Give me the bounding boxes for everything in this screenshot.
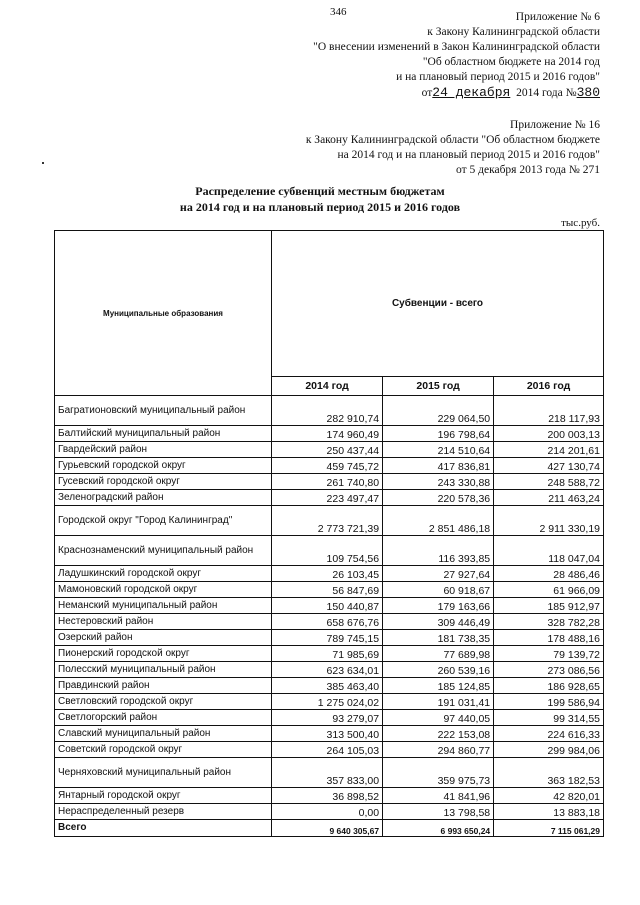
value-2014: 658 676,76 <box>272 614 383 630</box>
municipality-name: Пионерский городской округ <box>55 646 272 662</box>
value-2016: 28 486,46 <box>494 566 604 582</box>
appendix-16-line: к Закону Калининградской области "Об областном бюджете <box>305 134 600 146</box>
value-2014: 109 754,56 <box>272 536 383 566</box>
appendix-16-line: от 5 декабря 2013 года № 271 <box>455 164 600 176</box>
document-title-line: Распределение субвенций местным бюджетам <box>195 184 445 198</box>
appendix-6-header <box>313 10 600 101</box>
value-2015: 214 510,64 <box>383 442 494 458</box>
table-row <box>55 788 604 804</box>
value-2016: 118 047,04 <box>494 536 604 566</box>
appendix-16-title: Приложение № 16 <box>510 119 600 131</box>
municipality-name: Гусевский городской округ <box>55 474 272 490</box>
table-row <box>55 426 604 442</box>
appendix-6-date-line <box>313 85 600 101</box>
year-header-2015: 2015 год <box>383 377 494 396</box>
appendix-6-line: "Об областном бюджете на 2014 год <box>422 56 600 68</box>
scan-speck <box>42 162 44 164</box>
value-2014: 357 833,00 <box>272 758 383 788</box>
value-2016: 218 117,93 <box>494 396 604 426</box>
value-2015: 417 836,81 <box>383 458 494 474</box>
value-2016: 224 616,33 <box>494 726 604 742</box>
table-row <box>55 694 604 710</box>
value-2016: 42 820,01 <box>494 788 604 804</box>
value-2016: 273 086,56 <box>494 662 604 678</box>
value-2016: 200 003,13 <box>494 426 604 442</box>
year-header-2016: 2016 год <box>494 377 604 396</box>
municipality-name: Гурьевский городской округ <box>55 458 272 474</box>
appendix-16-line: на 2014 год и на плановый период 2015 и 2016 годов" <box>337 149 600 161</box>
value-2015: 60 918,67 <box>383 582 494 598</box>
value-2016: 299 984,06 <box>494 742 604 758</box>
table-row <box>55 726 604 742</box>
municipality-name: Светлогорский район <box>55 710 272 726</box>
value-2014: 313 500,40 <box>272 726 383 742</box>
municipality-name: Полесский муниципальный район <box>55 662 272 678</box>
value-2016: 199 586,94 <box>494 694 604 710</box>
municipality-name: Мамоновский городской округ <box>55 582 272 598</box>
municipality-name: Балтийский муниципальный район <box>55 426 272 442</box>
value-2016: 248 588,72 <box>494 474 604 490</box>
table-row <box>55 710 604 726</box>
value-2015: 185 124,85 <box>383 678 494 694</box>
page-number: 346 <box>330 6 347 18</box>
value-2015: 2 851 486,18 <box>383 506 494 536</box>
municipality-name: Неманский муниципальный район <box>55 598 272 614</box>
municipality-name: Нестеровский район <box>55 614 272 630</box>
table-row <box>55 678 604 694</box>
value-2014: 2 773 721,39 <box>272 506 383 536</box>
table-row <box>55 506 604 536</box>
handwritten-number: 380 <box>576 85 600 100</box>
table-row <box>55 458 604 474</box>
document-title <box>0 183 640 215</box>
municipality-name: Городской округ "Город Калининград" <box>55 506 272 536</box>
table-row <box>55 646 604 662</box>
value-2014: 26 103,45 <box>272 566 383 582</box>
value-2014: 264 105,03 <box>272 742 383 758</box>
handwritten-date: 24 декабря <box>432 85 511 100</box>
total-2015: 6 993 650,24 <box>383 820 494 837</box>
municipality-name: Светловский городской округ <box>55 694 272 710</box>
table-row <box>55 662 604 678</box>
value-2014: 282 910,74 <box>272 396 383 426</box>
value-2016: 178 488,16 <box>494 630 604 646</box>
table-row <box>55 614 604 630</box>
municipality-name: Гвардейский район <box>55 442 272 458</box>
value-2016: 186 928,65 <box>494 678 604 694</box>
value-2016: 211 463,24 <box>494 490 604 506</box>
municipality-name: Славский муниципальный район <box>55 726 272 742</box>
value-2014: 261 740,80 <box>272 474 383 490</box>
table-row <box>55 442 604 458</box>
value-2015: 116 393,85 <box>383 536 494 566</box>
value-2015: 13 798,58 <box>383 804 494 820</box>
value-2015: 229 064,50 <box>383 396 494 426</box>
value-2015: 309 446,49 <box>383 614 494 630</box>
value-2016: 363 182,53 <box>494 758 604 788</box>
municipality-name: Краснознаменский муниципальный район <box>55 536 272 566</box>
value-2015: 41 841,96 <box>383 788 494 804</box>
municipality-name: Озерский район <box>55 630 272 646</box>
value-2014: 174 960,49 <box>272 426 383 442</box>
table-row <box>55 474 604 490</box>
value-2014: 71 985,69 <box>272 646 383 662</box>
municipality-name: Советский городской округ <box>55 742 272 758</box>
value-2014: 1 275 024,02 <box>272 694 383 710</box>
value-2015: 359 975,73 <box>383 758 494 788</box>
subventions-table <box>54 230 604 837</box>
table-row <box>55 630 604 646</box>
appendix-16-header <box>306 118 600 178</box>
value-2015: 191 031,41 <box>383 694 494 710</box>
value-2016: 79 139,72 <box>494 646 604 662</box>
date-year-text: 2014 года № <box>516 87 577 99</box>
column-header-subventions: Субвенции - всего <box>272 231 604 377</box>
value-2014: 385 463,40 <box>272 678 383 694</box>
table-row <box>55 758 604 788</box>
value-2016: 61 966,09 <box>494 582 604 598</box>
appendix-6-line: "О внесении изменений в Закон Калининградской области <box>313 41 600 53</box>
total-2016: 7 115 061,29 <box>494 820 604 837</box>
value-2015: 243 330,88 <box>383 474 494 490</box>
value-2014: 789 745,15 <box>272 630 383 646</box>
value-2015: 222 153,08 <box>383 726 494 742</box>
value-2016: 427 130,74 <box>494 458 604 474</box>
value-2014: 36 898,52 <box>272 788 383 804</box>
value-2014: 93 279,07 <box>272 710 383 726</box>
municipality-name: Янтарный городской округ <box>55 788 272 804</box>
municipality-name: Ладушкинский городской округ <box>55 566 272 582</box>
value-2016: 99 314,55 <box>494 710 604 726</box>
value-2016: 214 201,61 <box>494 442 604 458</box>
table-row <box>55 536 604 566</box>
value-2015: 77 689,98 <box>383 646 494 662</box>
municipality-name: Нераспределенный резерв <box>55 804 272 820</box>
column-header-municipality: Муниципальные образования <box>55 231 272 396</box>
value-2015: 181 738,35 <box>383 630 494 646</box>
table-row <box>55 582 604 598</box>
appendix-6-line: к Закону Калининградской области <box>427 26 600 38</box>
value-2014: 223 497,47 <box>272 490 383 506</box>
value-2014: 459 745,72 <box>272 458 383 474</box>
value-2016: 13 883,18 <box>494 804 604 820</box>
total-2014: 9 640 305,67 <box>272 820 383 837</box>
table-row <box>55 598 604 614</box>
municipality-name: Черняховский муниципальный район <box>55 758 272 788</box>
value-2015: 220 578,36 <box>383 490 494 506</box>
value-2014: 250 437,44 <box>272 442 383 458</box>
municipality-name: Багратионовский муниципальный район <box>55 396 272 426</box>
value-2014: 56 847,69 <box>272 582 383 598</box>
value-2014: 623 634,01 <box>272 662 383 678</box>
total-label: Всего <box>55 820 272 837</box>
value-2015: 260 539,16 <box>383 662 494 678</box>
appendix-6-title: Приложение № 6 <box>515 11 600 23</box>
value-2015: 97 440,05 <box>383 710 494 726</box>
value-2016: 185 912,97 <box>494 598 604 614</box>
document-title-line: на 2014 год и на плановый период 2015 и 2016 годов <box>179 200 461 214</box>
total-row <box>55 820 604 837</box>
date-prefix: от <box>421 87 433 99</box>
value-2014: 0,00 <box>272 804 383 820</box>
value-2016: 2 911 330,19 <box>494 506 604 536</box>
value-2015: 27 927,64 <box>383 566 494 582</box>
appendix-6-line: и на плановый период 2015 и 2016 годов" <box>396 71 600 83</box>
municipality-name: Зеленоградский район <box>55 490 272 506</box>
value-2015: 179 163,66 <box>383 598 494 614</box>
municipality-name: Правдинский район <box>55 678 272 694</box>
table-row <box>55 396 604 426</box>
unit-label: тыс.руб. <box>561 217 600 229</box>
value-2014: 150 440,87 <box>272 598 383 614</box>
table-row <box>55 804 604 820</box>
table-row <box>55 566 604 582</box>
value-2015: 294 860,77 <box>383 742 494 758</box>
value-2015: 196 798,64 <box>383 426 494 442</box>
year-header-2014: 2014 год <box>272 377 383 396</box>
value-2016: 328 782,28 <box>494 614 604 630</box>
table-row <box>55 490 604 506</box>
table-row <box>55 742 604 758</box>
